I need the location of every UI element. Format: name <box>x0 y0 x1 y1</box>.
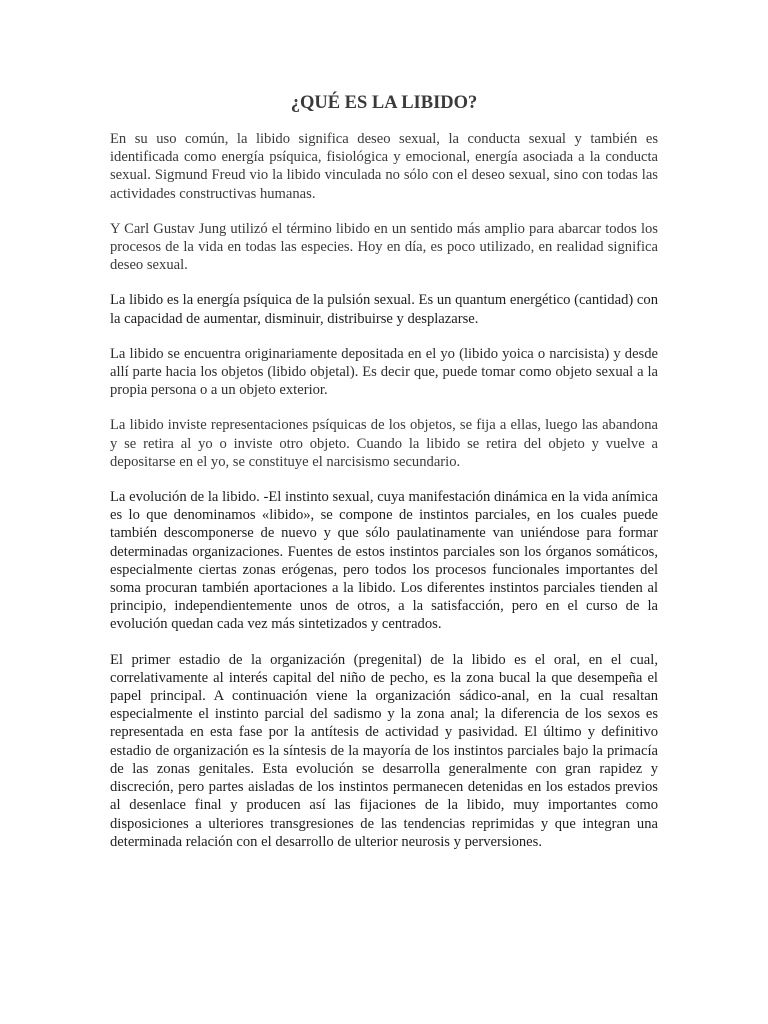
paragraph-7: El primer estadio de la organización (pregenital) de la libido es el oral, en el cual, correlativamente al interés capital del niño de pecho, es la zona bucal la que desempeña el papel principal. A continuación viene la organización sádico-anal, en la cual resaltan especialmente el instinto parcial del sadismo y la zona anal; la diferencia de los sexos es representada en esta fase por la antítesis de actividad y pasividad. El último y definitivo estadio de organización es la síntesis de la mayoría de los instintos parciales bajo la primacía de las zonas genitales. Esta evolución se desarrolla generalmente con gran rapidez y discreción, pero partes aisladas de los instintos permanecen detenidas en los estados previos al desenlace final y producen así las fijaciones de la libido, muy importantes como disposiciones a ulteriores transgresiones de las tendencias reprimidas y que integran una determinada relación con el desarrollo de ulterior neurosis y perversiones. <box>110 651 658 850</box>
paragraph-3: La libido es la energía psíquica de la pulsión sexual. Es un quantum energético (cantidad) con la capacidad de aumentar, disminuir, distribuirse y desplazarse. <box>110 292 658 327</box>
paragraph-6: La evolución de la libido. -El instinto sexual, cuya manifestación dinámica en la vida anímica es lo que denominamos «libido», se compone de instintos parciales, en los cuales puede también descomponerse de nuevo y que sólo paulatinamente van uniéndose para formar determinadas organizaciones. Fuentes de estos instintos parciales son los órganos somáticos, especialmente ciertas zonas erógenas, pero todos los procesos funcionales importantes del soma procuran también aportaciones a la libido. Los diferentes instintos parciales tienden al principio, independientemente unos de otros, a la satisfacción, pero en el curso de la evolución quedan cada vez más sintetizados y centrados. <box>110 489 658 633</box>
document-page <box>110 92 658 868</box>
paragraph-4: La libido se encuentra originariamente depositada en el yo (libido yoica o narcisista) y desde allí parte hacia los objetos (libido objetal). Es decir que, puede tomar como objeto sexual a la propia persona o a un objeto exterior. <box>110 345 658 399</box>
page-title: ¿QUÉ ES LA LIBIDO? <box>290 93 478 113</box>
paragraph-2: Y Carl Gustav Jung utilizó el término libido en un sentido más amplio para abarcar todos los procesos de la vida en todas las especies. Hoy en día, es poco utilizado, en realidad significa deseo sexual. <box>110 220 658 274</box>
paragraph-1: En su uso común, la libido significa deseo sexual, la conducta sexual y también es identificada como energía psíquica, fisiológica y emocional, energía asociada a la conducta sexual. Sigmund Freud vio la libido vinculada no sólo con el deseo sexual, sino con todas las actividades constructivas humanas. <box>110 131 658 202</box>
paragraph-5: La libido inviste representaciones psíquicas de los objetos, se fija a ellas, luego las abandona y se retira al yo o inviste otro objeto. Cuando la libido se retira del objeto y vuelve a depositarse en el yo, se constituye el narcisismo secundario. <box>110 417 658 470</box>
